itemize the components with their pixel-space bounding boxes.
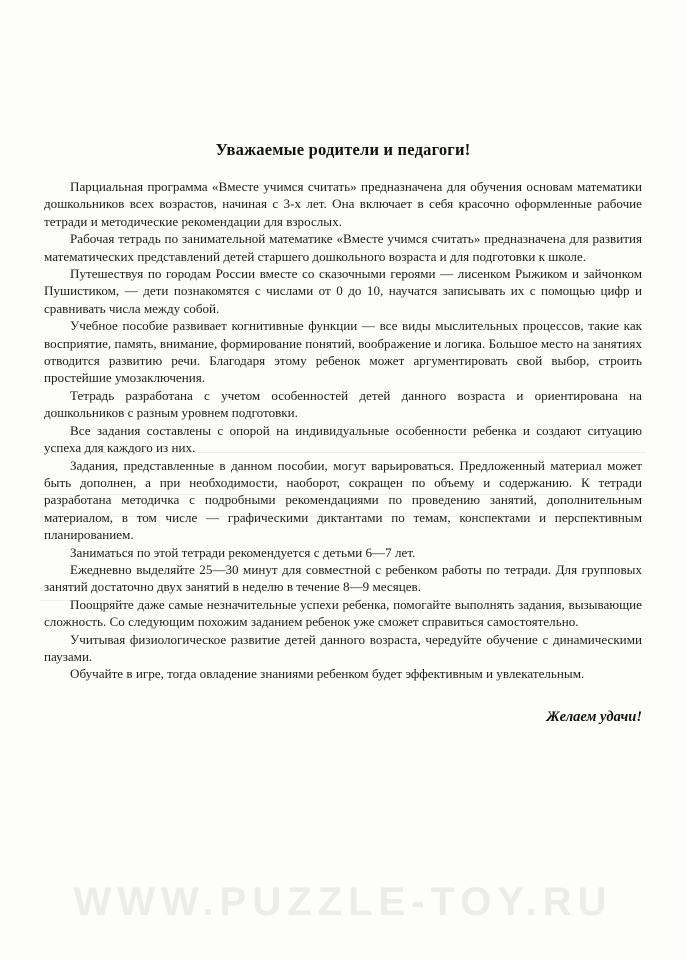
watermark-text: WWW.PUZZLE-TOY.RU bbox=[73, 880, 613, 924]
paragraph: Ежедневно выделяйте 25—30 минут для совместной с ребенком работы по тетради. Для групповых занятий достаточно двух занятий в неделю в течение 8—9 месяцев. bbox=[44, 561, 642, 595]
paragraph: Парциальная программа «Вместе учимся считать» предназначена для обучения основам математики дошкольников всех возрастов, начиная с 3-х лет. Она включает в себя красочно оформленные рабочие тетради и методические рекомендации для взрослых. bbox=[44, 179, 642, 229]
page-title: Уважаемые родители и педагоги! bbox=[215, 140, 471, 159]
paragraph: Заниматься по этой тетради рекомендуется с детьми 6—7 лет. bbox=[70, 544, 416, 560]
paragraph: Путешествуя по городам России вместе со сказочными героями — лисенком Рыжиком и зайчонком Пушистиком, — дети познакомятся с числами от 0 до 10, научатся записывать их с помощью цифр и сравнивать числа между собой. bbox=[44, 266, 642, 316]
paragraph: Тетрадь разработана с учетом особенностей детей данного возраста и ориентирована на дошкольников с разным уровнем подготовки. bbox=[44, 387, 642, 421]
paragraph: Поощряйте даже самые незначительные успехи ребенка, помогайте выполнять задания, вызывающие сложность. Со следующим похожим заданием ребенок уже сможет справиться самостоятельно. bbox=[44, 596, 642, 630]
paragraph: Учитывая физиологическое развитие детей данного возраста, чередуйте обучение с динамическими паузами. bbox=[44, 631, 642, 664]
paragraph: Все задания составлены с опорой на индивидуальные особенности ребенка и создают ситуацию успеха для каждого из них. bbox=[44, 422, 642, 456]
paragraph: Задания, представленные в данном пособии, могут варьироваться. Предложенный материал может быть дополнен, а при необходимости, наоборот, сокращен по объему и содержанию. К тетради разработана методичка с подробными рекомендациями по проведению занятий, дополнительным материалом, в том числе — графическими диктантами по темам, конспектами и перспективным планированием. bbox=[44, 457, 642, 543]
paragraph: Рабочая тетрадь по занимательной математике «Вместе учимся считать» предназначена для развития математических представлений детей старшего дошкольного возраста и для подготовки к школе. bbox=[44, 231, 642, 264]
closing-line: Желаем удачи! bbox=[546, 708, 642, 725]
document-body bbox=[44, 140, 642, 726]
paragraph: Обучайте в игре, тогда овладение знаниями ребенком будет эффективным и увлекательным. bbox=[70, 666, 585, 682]
paragraph: Учебное пособие развивает когнитивные функции — все виды мыслительных процессов, такие как восприятие, память, внимание, формирование понятий, воображение и логика. Большое место на занятиях отводится развитию речи. Благодаря этому ребенок может аргументировать свой выбор, строить простейшие умозаключения. bbox=[44, 318, 642, 386]
